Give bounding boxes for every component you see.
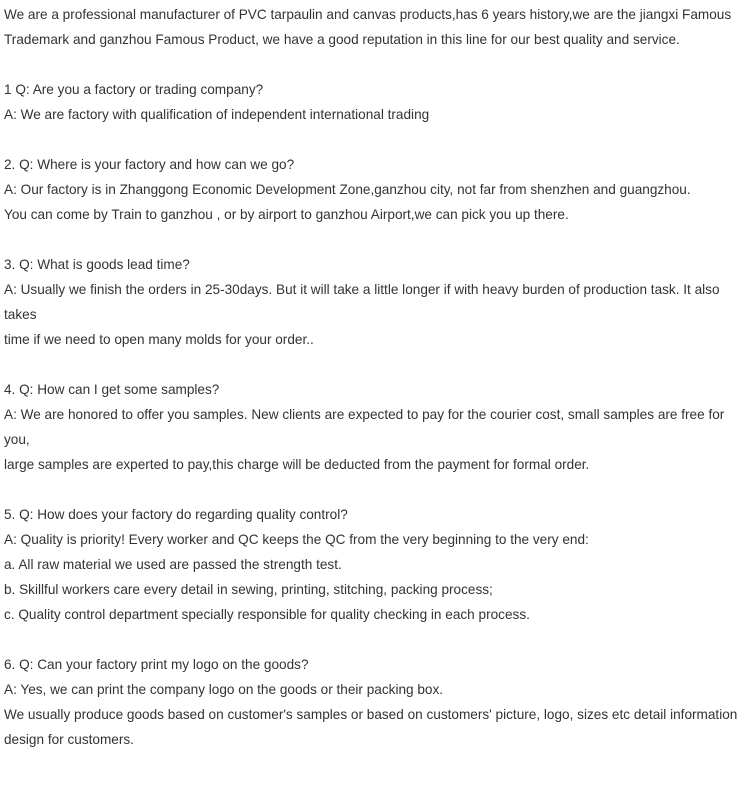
faq-question-5: 5. Q: How does your factory do regarding quality control? — [4, 507, 348, 522]
faq-question-6: 6. Q: Can your factory print my logo on the goods? — [4, 657, 309, 672]
faq-answer-5-line: a. All raw material we used are passed the strength test. — [4, 557, 342, 572]
faq-question-3: 3. Q: What is goods lead time? — [4, 257, 190, 272]
faq-answer-2-line: You can come by Train to ganzhou , or by airport to ganzhou Airport,we can pick you up there. — [4, 207, 569, 222]
faq-question-1: 1 Q: Are you a factory or trading company? — [4, 82, 264, 97]
faq-document — [4, 2, 748, 752]
faq-answer-6-line: A: Yes, we can print the company logo on the goods or their packing box. — [4, 682, 444, 697]
faq-answer-5-line: c. Quality control department specially responsible for quality checking in each process. — [4, 607, 530, 622]
faq-answer-1-line: A: We are factory with qualification of independent international trading — [4, 107, 430, 122]
faq-answer-6-line: We usually produce goods based on customer's samples or based on customers' picture, logo, sizes etc detail information — [4, 707, 738, 722]
spacer — [4, 352, 748, 377]
faq-answer-3-line: takes — [4, 307, 37, 322]
faq-answer-6-line: design for customers. — [4, 732, 134, 747]
faq-answer-5-line: A: Quality is priority! Every worker and QC keeps the QC from the very beginning to the very end: — [4, 532, 589, 547]
spacer — [4, 227, 748, 252]
faq-question-2: 2. Q: Where is your factory and how can we go? — [4, 157, 295, 172]
faq-question-4: 4. Q: How can I get some samples? — [4, 382, 220, 397]
faq-answer-3-line: time if we need to open many molds for your order.. — [4, 332, 314, 347]
faq-answer-3-line: A: Usually we finish the orders in 25-30days. But it will take a little longer if with heavy burden of production task. It also — [4, 282, 720, 297]
spacer — [4, 127, 748, 152]
faq-answer-4-line: you, — [4, 432, 30, 447]
spacer — [4, 52, 748, 77]
faq-answer-5-line: b. Skillful workers care every detail in sewing, printing, stitching, packing process; — [4, 582, 493, 597]
spacer — [4, 477, 748, 502]
faq-answer-2-line: A: Our factory is in Zhanggong Economic Development Zone,ganzhou city, not far from shenzhen and guangzhou. — [4, 182, 691, 197]
faq-answer-4-line: A: We are honored to offer you samples. New clients are expected to pay for the courier cost, small samples are free for — [4, 407, 725, 422]
intro-line: We are a professional manufacturer of PVC tarpaulin and canvas products,has 6 years history,we are the jiangxi Famous — [4, 7, 732, 22]
intro-line: Trademark and ganzhou Famous Product, we have a good reputation in this line for our best quality and service. — [4, 32, 680, 47]
faq-answer-4-line: large samples are experted to pay,this charge will be deducted from the payment for formal order. — [4, 457, 590, 472]
spacer — [4, 627, 748, 652]
